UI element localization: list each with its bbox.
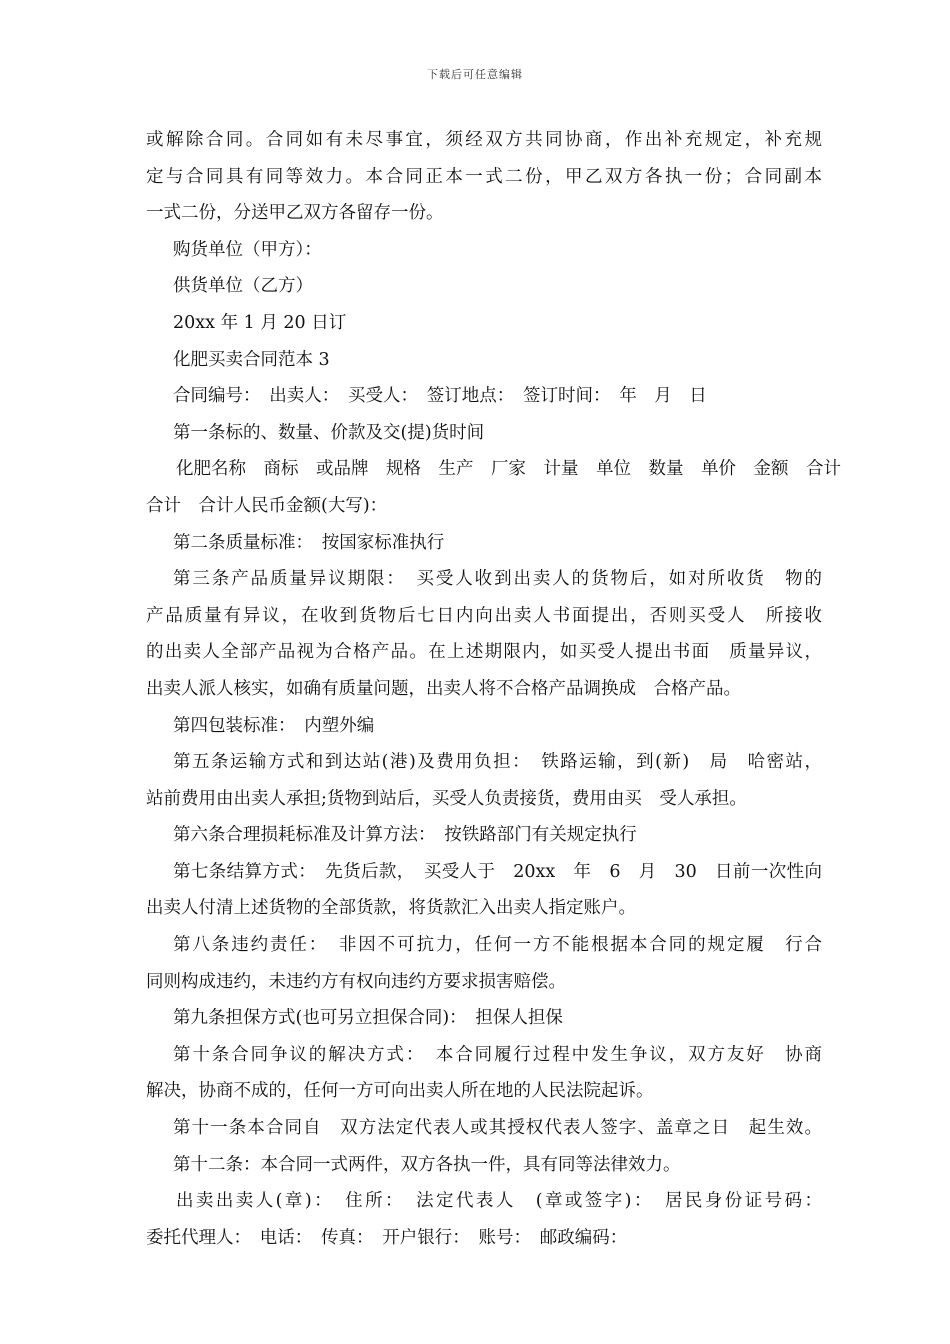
goods-table-headers: 化肥名称 商标 或品牌 规格 生产 厂家 计量 单位 数量 单价 金额 合计 [176, 459, 841, 480]
supplier-line: 供货单位（乙方） [173, 276, 313, 297]
paragraph-line: 或解除合同。合同如有未尽事宜，须经双方共同协商，作出补充规定，补充规 [146, 130, 822, 150]
section-title: 化肥买卖合同范本 3 [173, 349, 330, 370]
clause-8: 第八条违约责任： 非因不可抗力，任何一方不能根据本合同的规定履 行合 [173, 935, 822, 956]
seller-signature-line: 出卖出卖人(章)： 住所： 法定代表人 (章或签字)： 居民身份证号码： [176, 1191, 822, 1212]
paragraph-line: 出卖人派人核实，如确有质量问题，出卖人将不合格产品调换成 合格产品。 [146, 678, 741, 699]
clause-10: 第十条合同争议的解决方式： 本合同履行过程中发生争议，双方友好 协商 [173, 1044, 822, 1065]
paragraph-line: 定与合同具有同等效力。本合同正本一式二份，甲乙双方各执一份；合同副本 [146, 166, 822, 187]
clause-1-title: 第一条标的、数量、价款及交(提)货时间 [173, 422, 485, 443]
paragraph-line: 站前费用由出卖人承担;货物到站后，买受人负责接货，费用由买 受人承担。 [146, 788, 747, 809]
buyer-line: 购货单位（甲方）： [173, 239, 322, 260]
paragraph-line: 出卖人付清上述货物的全部货款，将货款汇入出卖人指定账户。 [146, 898, 636, 919]
date-line: 20xx 年 1 月 20 日订 [173, 312, 347, 333]
clause-4: 第四包装标准： 内塑外编 [173, 715, 375, 736]
paragraph-line: 一式二份，分送甲乙双方各留存一份。 [146, 203, 444, 224]
contract-meta-line: 合同编号： 出卖人： 买受人： 签订地点： 签订时间： 年 月 日 [173, 386, 707, 407]
paragraph-line: 解决，协商不成的，任何一方可向出卖人所在地的人民法院起诉。 [146, 1081, 654, 1102]
clause-5: 第五条运输方式和到达站(港)及费用负担： 铁路运输，到(新) 局 哈密站， [173, 752, 822, 773]
clause-3: 第三条产品质量异议期限： 买受人收到出卖人的货物后，如对所收货 物的 [173, 569, 822, 590]
agent-contact-line: 委托代理人： 电话： 传真： 开户银行： 账号： 邮政编码： [146, 1227, 628, 1248]
contract-body [146, 122, 841, 1256]
clause-7: 第七条结算方式： 先货后款， 买受人于 20xx 年 6 月 30 日前一次性向 [173, 861, 822, 882]
clause-2: 第二条质量标准： 按国家标准执行 [173, 532, 445, 553]
paragraph-line: 同则构成违约，未违约方有权向违约方要求损害赔偿。 [146, 971, 566, 992]
header-note: 下载后可任意编辑 [427, 68, 523, 81]
clause-11: 第十一条本合同自 双方法定代表人或其授权代表人签字、盖章之日 起生效。 [173, 1118, 822, 1139]
clause-12: 第十二条：本合同一式两件，双方各执一件，具有同等法律效力。 [173, 1154, 681, 1175]
goods-total-line: 合计 合计人民币金额(大写)： [146, 495, 388, 516]
paragraph-line: 产品质量有异议，在收到货物后七日内向出卖人书面提出，否则买受人 所接收 [146, 605, 822, 626]
clause-6: 第六条合理损耗标准及计算方法： 按铁路部门有关规定执行 [173, 825, 637, 846]
paragraph-line: 的出卖人全部产品视为合格产品。在上述期限内，如买受人提出书面 质量异议， [146, 642, 822, 663]
clause-9: 第九条担保方式(也可另立担保合同)： 担保人担保 [173, 1008, 563, 1029]
